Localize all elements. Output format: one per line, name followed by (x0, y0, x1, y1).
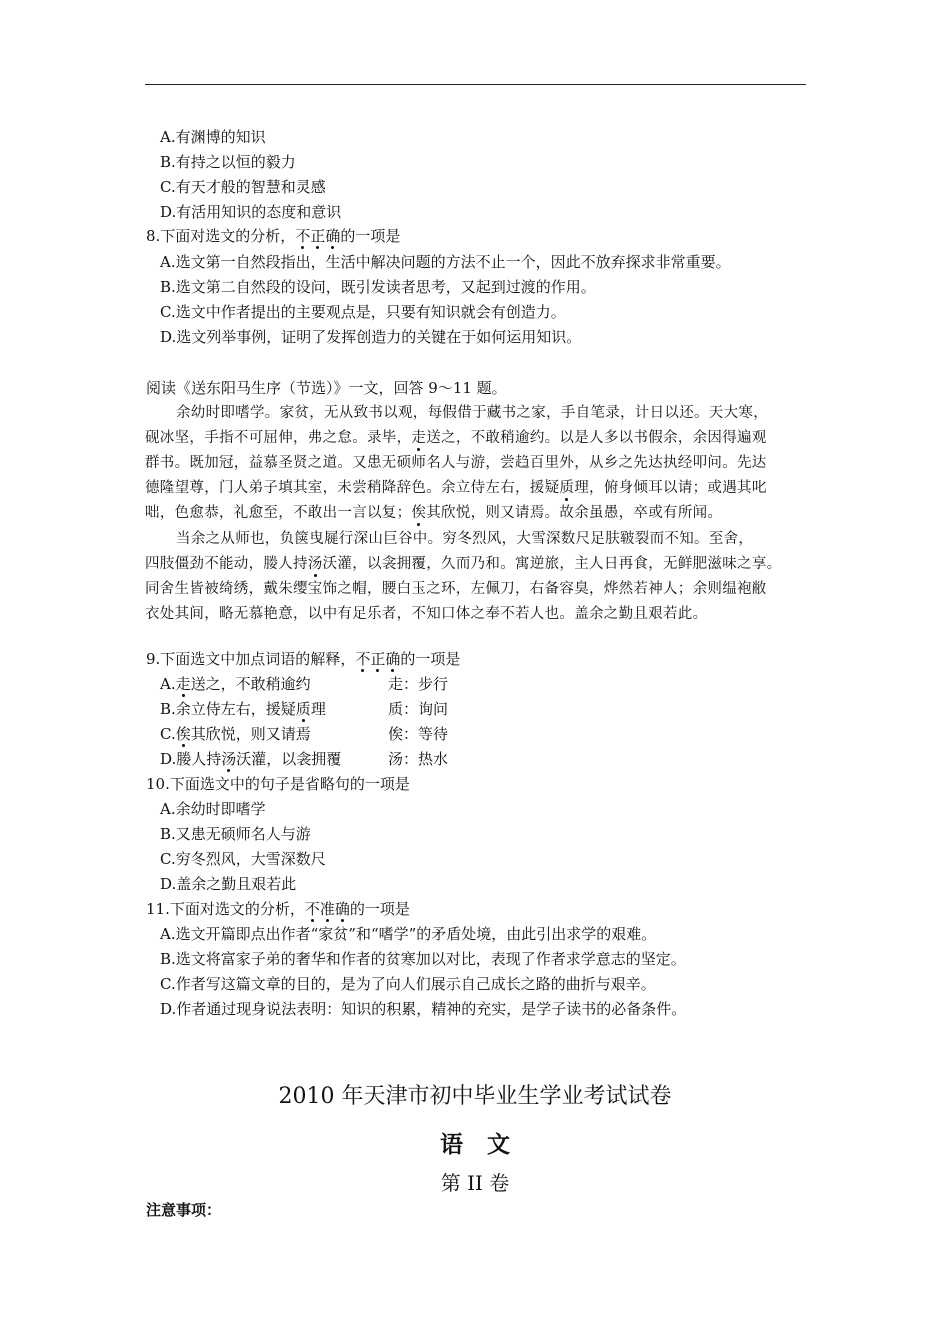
q11-option-c: C.作者写这篇文章的目的，是为了向人们展示自己成长之路的曲折与艰辛。 (160, 975, 656, 993)
q8-stem: 8.下面对选文的分析，不正确的一项是 (146, 227, 401, 245)
passage-line: 四肢僵劲不能动，媵人持汤沃灌，以衾拥覆，久而乃和。寓逆旅，主人日再食，无鲜肥滋味之享。 (145, 556, 782, 572)
q10-stem: 10.下面选文中的句子是省略句的一项是 (146, 775, 410, 793)
q9-stem: 9.下面选文中加点词语的解释，不正确的一项是 (146, 650, 461, 668)
notes-heading: 注意事项： (146, 1201, 222, 1219)
q9-answer-b: 质：询问 (388, 700, 449, 718)
passage-line: 余幼时即嗜学。家贫，无从致书以观，每假借于藏书之家，手自笔录，计日以还。天大寒， (176, 405, 768, 421)
q7-option-d: D.有活用知识的态度和意识 (160, 203, 342, 221)
q9-option-d: D.媵人持汤沃灌，以衾拥覆 (160, 750, 342, 768)
q10-option-a: A.余幼时即嗜学 (160, 800, 266, 818)
q8-option-d: D.选文列举事例，证明了发挥创造力的关键在于如何运用知识。 (160, 328, 582, 346)
header-rule (145, 84, 806, 85)
q7-option-a: A.有渊博的知识 (160, 128, 266, 146)
q9-option-c: C.俟其欣悦，则又请焉 (160, 725, 311, 743)
q8-option-c: C.选文中作者提出的主要观点是，只要有知识就会有创造力。 (160, 303, 566, 321)
q9-option-a: A.走送之，不敢稍逾约 (160, 675, 311, 693)
passage-line: 衣处其间，略无慕艳意，以中有足乐者，不知口体之奉不若人也。盖余之勤且艰若此。 (145, 606, 708, 622)
passage-line: 同舍生皆被绮绣，戴朱缨宝饰之帽，腰白玉之环，左佩刀，右备容臭，烨然若神人；余则缊袍敝 (145, 581, 767, 597)
passage-line: 当余之从师也，负箧曳屣行深山巨谷中。穷冬烈风，大雪深数尺足肤皲裂而不知。至舍， (176, 531, 754, 547)
passage-line: 群书。既加冠，益慕圣贤之道。又患无硕师名人与游，尝趋百里外，从乡之先达执经叩问。先达 (145, 455, 767, 471)
reading-intro: 阅读《送东阳马生序（节选）》一文，回答 9～11 题。 (146, 379, 507, 397)
q9-answer-c: 俟：等待 (388, 725, 449, 743)
passage-line: 德隆望尊，门人弟子填其室，未尝稍降辞色。余立侍左右，援疑质理，俯身倾耳以请；或遇其叱 (145, 480, 767, 496)
q11-option-a: A.选文开篇即点出作者“家贫”和“嗜学”的矛盾处境，由此引出求学的艰难。 (160, 925, 657, 943)
q10-option-c: C.穷冬烈风，大雪深数尺 (160, 850, 326, 868)
q9-answer-d: 汤：热水 (388, 750, 449, 768)
exam-subject: 语文 (440, 1131, 534, 1158)
passage-line: 咄，色愈恭，礼愈至，不敢出一言以复；俟其欣悦，则又请焉。故余虽愚，卒或有所闻。 (145, 505, 723, 521)
q11-option-b: B.选文将富家子弟的奢华和作者的贫寒加以对比，表现了作者求学意志的坚定。 (160, 950, 686, 968)
q11-option-d: D.作者通过现身说法表明：知识的积累，精神的充实，是学子读书的必备条件。 (160, 1000, 687, 1018)
exam-title: 2010 年天津市初中毕业生学业考试试卷 (278, 1084, 672, 1109)
q10-option-b: B.又患无硕师名人与游 (160, 825, 311, 843)
q9-answer-a: 走：步行 (388, 675, 449, 693)
q10-option-d: D.盖余之勤且艰若此 (160, 875, 297, 893)
q7-option-c: C.有天才般的智慧和灵感 (160, 178, 326, 196)
passage-line: 砚冰坚，手指不可屈伸，弗之怠。录毕，走送之，不敢稍逾约。以是人多以书假余，余因得遍观 (145, 430, 767, 446)
exam-volume: 第 II 卷 (440, 1171, 510, 1195)
q8-option-b: B.选文第二自然段的设问，既引发读者思考，又起到过渡的作用。 (160, 278, 596, 296)
q11-stem: 11.下面对选文的分析，不准确的一项是 (146, 900, 410, 918)
q9-option-b: B.余立侍左右，援疑质理 (160, 700, 326, 718)
q8-option-a: A.选文第一自然段指出，生活中解决问题的方法不止一个，因此不放弃探求非常重要。 (160, 253, 731, 271)
q7-option-b: B.有持之以恒的毅力 (160, 153, 296, 171)
